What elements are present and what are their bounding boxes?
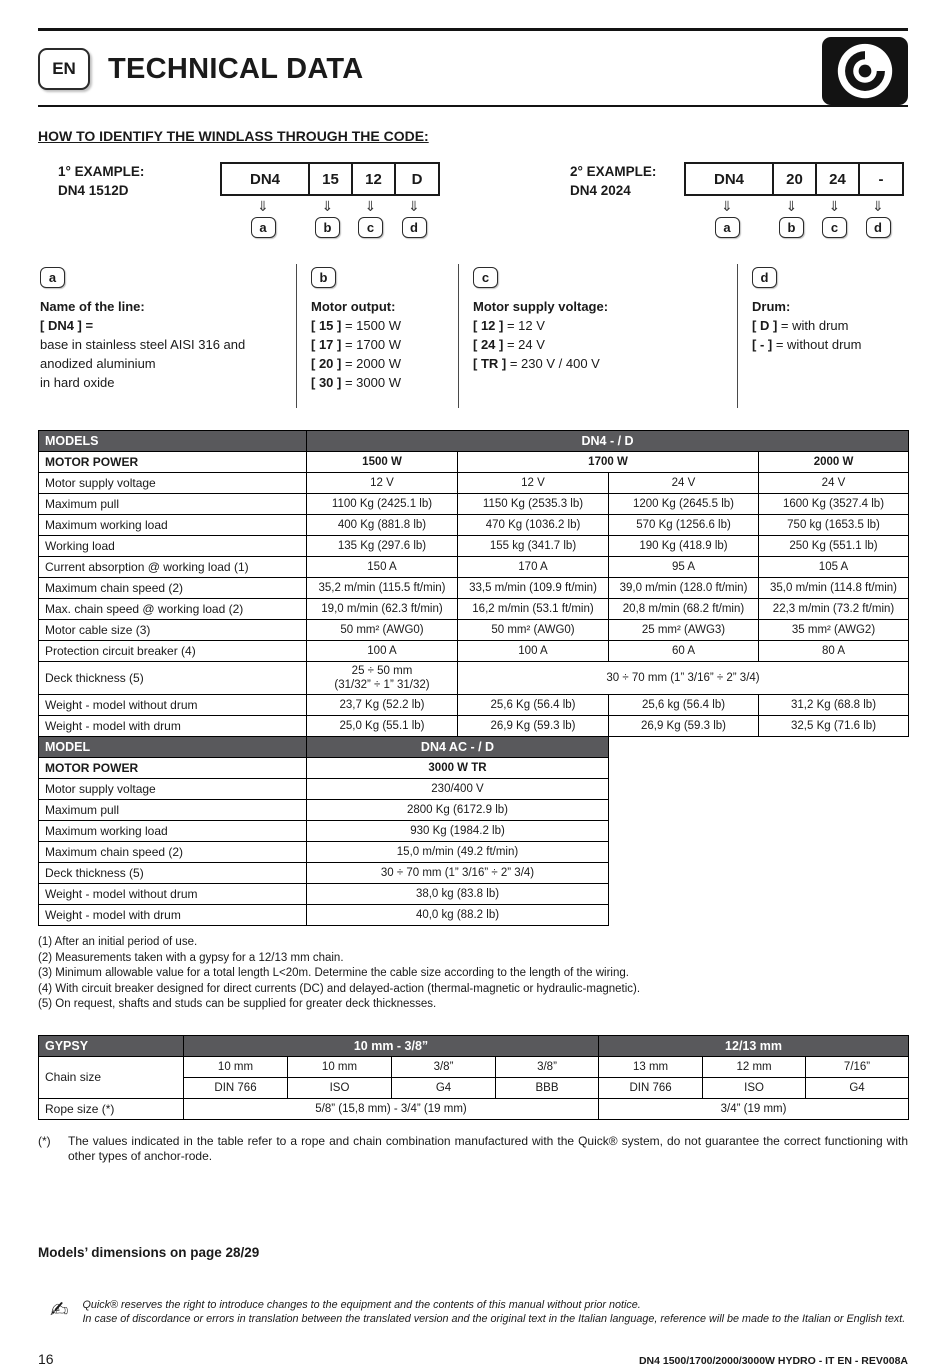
table-row <box>39 620 909 641</box>
example-1-code: DN4 1512D <box>58 183 129 198</box>
letter-badge-a: a <box>715 217 740 238</box>
chain-size: 13 mm <box>599 1056 703 1077</box>
row-value: 1600 Kg (3527.4 lb) <box>759 494 909 515</box>
chain-size: 3/8” <box>392 1056 496 1077</box>
legend-code: [ 30 ] <box>311 375 342 390</box>
table-row <box>39 863 609 884</box>
row-value: 250 Kg (551.1 lb) <box>759 536 909 557</box>
section-heading: HOW TO IDENTIFY THE WINDLASS THROUGH THE CODE: <box>38 128 429 144</box>
down-arrow-icon: ⇓ <box>321 198 334 214</box>
row-label: Current absorption @ working load (1) <box>39 557 307 578</box>
down-arrow-icon: ⇓ <box>785 198 798 214</box>
legend-value: = 230 V / 400 V <box>509 356 600 371</box>
example-2-code-group <box>684 162 904 238</box>
legend-value: = 2000 W <box>344 356 401 371</box>
gypsy-group-1: 10 mm - 3/8” <box>184 1035 599 1056</box>
letter-badge-c: c <box>358 217 383 238</box>
chain-size: 7/16” <box>806 1056 909 1077</box>
row-label: Motor supply voltage <box>39 473 307 494</box>
down-arrow-icon: ⇓ <box>721 198 733 214</box>
gypsy-group-2: 12/13 mm <box>599 1035 909 1056</box>
table-row <box>39 800 609 821</box>
chain-size: 10 mm <box>288 1056 392 1077</box>
star-note-prefix: (*) <box>38 1133 51 1148</box>
letter-badge-d: d <box>402 217 427 238</box>
legal-note <box>38 1298 908 1327</box>
row-value: 24 V <box>759 473 909 494</box>
legend-value: = 24 V <box>506 337 545 352</box>
row-value: 35,2 m/min (115.5 ft/min) <box>307 578 458 599</box>
row-value: 15,0 m/min (49.2 ft/min) <box>307 842 609 863</box>
row-value: 20,8 m/min (68.2 ft/min) <box>609 599 759 620</box>
row-value: 35,0 m/min (114.8 ft/min) <box>759 578 909 599</box>
row-value: 1200 Kg (2645.5 lb) <box>609 494 759 515</box>
table-row <box>39 557 909 578</box>
table-header-row <box>39 431 909 452</box>
legal-lines <box>82 1298 905 1327</box>
row-label: MOTOR POWER <box>39 452 307 473</box>
row-label: Protection circuit breaker (4) <box>39 641 307 662</box>
table-row <box>39 905 609 926</box>
legend-code: [ D ] <box>752 318 778 333</box>
legend-a-desc: base in stainless steel AISI 316 and <box>40 337 246 352</box>
legend-value: = with drum <box>780 318 849 333</box>
row-value: 24 V <box>609 473 759 494</box>
code-segment: DN4 <box>713 170 744 188</box>
row-label: Deck thickness (5) <box>39 662 307 695</box>
letter-badge-a: a <box>40 267 65 288</box>
row-value: 31,2 Kg (68.8 lb) <box>759 695 909 716</box>
table-header-row <box>39 737 609 758</box>
chain-size-row <box>39 1056 909 1077</box>
legend-column-a <box>38 264 296 408</box>
code-legend <box>38 264 908 408</box>
row-value: 12 V <box>307 473 458 494</box>
row-value: 16,2 m/min (53.1 ft/min) <box>458 599 609 620</box>
table-row <box>39 494 909 515</box>
down-arrow-icon: ⇓ <box>828 198 841 214</box>
example-1-title: 1° EXAMPLE: <box>58 164 145 179</box>
row-value: 33,5 m/min (109.9 ft/min) <box>458 578 609 599</box>
row-value: 470 Kg (1036.2 lb) <box>458 515 609 536</box>
row-value: 30 ÷ 70 mm (1” 3/16” ÷ 2” 3/4) <box>307 863 609 884</box>
row-label: Weight - model with drum <box>39 905 307 926</box>
row-value: 95 A <box>609 557 759 578</box>
legend-value: = 1500 W <box>344 318 401 333</box>
code-key-column <box>856 196 900 238</box>
power-2000: 2000 W <box>759 452 909 473</box>
code-segment: 20 <box>772 164 815 194</box>
table-row <box>39 578 909 599</box>
legend-code: [ 15 ] <box>311 318 342 333</box>
gypsy-header-label: GYPSY <box>39 1035 184 1056</box>
row-label: Weight - model without drum <box>39 695 307 716</box>
header-rule <box>38 105 908 107</box>
legend-code: [ 17 ] <box>311 337 342 352</box>
code-key-column <box>306 196 349 238</box>
row-value: 100 A <box>458 641 609 662</box>
code-segment: DN4 <box>249 170 280 188</box>
row-value: 25,6 Kg (56.4 lb) <box>458 695 609 716</box>
row-value: 25 mm² (AWG3) <box>609 620 759 641</box>
row-label: Weight - model with drum <box>39 716 307 737</box>
row-value: 22,3 m/min (73.2 ft/min) <box>759 599 909 620</box>
letter-badge-c: c <box>822 217 847 238</box>
row-value: 1100 Kg (2425.1 lb) <box>307 494 458 515</box>
row-label: Weight - model without drum <box>39 884 307 905</box>
letter-badge-c: c <box>473 267 498 288</box>
legend-column-d <box>737 264 908 408</box>
legend-d-title: Drum: <box>752 299 791 314</box>
table-row <box>39 842 609 863</box>
legal-line: Quick® reserves the right to introduce changes to the equipment and the contents of this manual without prior notice. <box>82 1298 641 1311</box>
chain-standard: G4 <box>806 1077 909 1098</box>
row-value: 80 A <box>759 641 909 662</box>
row-value: 230/400 V <box>307 779 609 800</box>
legend-a-desc: anodized aluminium <box>40 356 156 371</box>
example-2-label <box>570 162 672 200</box>
letter-badge-a: a <box>251 217 276 238</box>
table-row <box>39 695 909 716</box>
chain-standard: G4 <box>392 1077 496 1098</box>
row-value: 1150 Kg (2535.3 lb) <box>458 494 609 515</box>
row-label: Maximum chain speed (2) <box>39 578 307 599</box>
row-label: Maximum pull <box>39 494 307 515</box>
dimensions-note: Models’ dimensions on page 28/29 <box>38 1244 260 1260</box>
row-value: 2800 Kg (6172.9 lb) <box>307 800 609 821</box>
row-label: Deck thickness (5) <box>39 863 307 884</box>
legend-value: = 3000 W <box>344 375 401 390</box>
table-row <box>39 515 909 536</box>
row-value: 400 Kg (881.8 lb) <box>307 515 458 536</box>
page-header <box>38 28 908 107</box>
page-title: TECHNICAL DATA <box>108 52 364 85</box>
code-key-column <box>813 196 856 238</box>
row-value: 170 A <box>458 557 609 578</box>
code-key-column <box>392 196 436 238</box>
code-under-row <box>684 196 904 238</box>
motor-power-row <box>39 452 909 473</box>
chain-standard: ISO <box>703 1077 806 1098</box>
row-label: Max. chain speed @ working load (2) <box>39 599 307 620</box>
table-row <box>39 884 609 905</box>
quick-logo-icon <box>836 42 894 100</box>
down-arrow-icon: ⇓ <box>408 198 420 214</box>
example-2-code: DN4 2024 <box>570 183 631 198</box>
code-key-column <box>349 196 392 238</box>
row-label: Maximum working load <box>39 515 307 536</box>
legend-a-title: Name of the line: <box>40 299 145 314</box>
row-value: 60 A <box>609 641 759 662</box>
deck-range-line1: 25 ÷ 50 mm <box>351 664 413 677</box>
footnote: (5) On request, shafts and studs can be supplied for greater deck thicknesses. <box>38 998 437 1010</box>
chain-size: 10 mm <box>184 1056 288 1077</box>
code-examples <box>38 162 908 238</box>
code-box <box>684 162 904 196</box>
rope-size-group-2: 3/4” (19 mm) <box>599 1098 909 1119</box>
ac-model-table <box>38 736 609 926</box>
ac-header-value: DN4 AC - / D <box>307 737 609 758</box>
footnote: (4) With circuit breaker designed for direct currents (DC) and delayed-action (thermal-magnetic or hydraulic-magnetic). <box>38 982 641 995</box>
legend-b-title: Motor output: <box>311 299 396 314</box>
letter-badge-d: d <box>866 217 891 238</box>
row-label: Chain size <box>39 1056 184 1098</box>
motor-power-row <box>39 758 609 779</box>
row-label: Working load <box>39 536 307 557</box>
row-label: Motor cable size (3) <box>39 620 307 641</box>
manual-page <box>38 0 908 1367</box>
down-arrow-icon: ⇓ <box>257 198 269 214</box>
row-value: 930 Kg (1984.2 lb) <box>307 821 609 842</box>
row-value: 25,6 kg (56.4 lb) <box>609 695 759 716</box>
row-value: 190 Kg (418.9 lb) <box>609 536 759 557</box>
row-value: 40,0 kg (88.2 lb) <box>307 905 609 926</box>
row-value: 50 mm² (AWG0) <box>307 620 458 641</box>
rope-size-row <box>39 1098 909 1119</box>
deck-range-line2: (31/32” ÷ 1” 31/32) <box>334 679 430 691</box>
row-value: 32,5 Kg (71.6 lb) <box>759 716 909 737</box>
table-row <box>39 716 909 737</box>
table-row <box>39 599 909 620</box>
row-value: 100 A <box>307 641 458 662</box>
row-value: 38,0 kg (83.8 lb) <box>307 884 609 905</box>
table-footnotes <box>38 935 908 1013</box>
row-label: Maximum working load <box>39 821 307 842</box>
chain-standard: DIN 766 <box>184 1077 288 1098</box>
code-key-column <box>684 196 770 238</box>
legend-value: = 1700 W <box>344 337 401 352</box>
deck-range-small <box>307 662 458 695</box>
legend-code: [ 24 ] <box>473 337 504 352</box>
chain-standard: DIN 766 <box>599 1077 703 1098</box>
table-row <box>39 821 609 842</box>
example-2-title: 2° EXAMPLE: <box>570 164 657 179</box>
footnote: (1) After an initial period of use. <box>38 936 198 948</box>
legend-code: [ - ] <box>752 337 773 352</box>
star-note-text: The values indicated in the table refer to a rope and chain combination manufactured with the Quick® system, do not guarantee the correct functioning with other types of anchor-rode. <box>68 1133 908 1163</box>
row-value: 25,0 Kg (55.1 lb) <box>307 716 458 737</box>
chain-standard: ISO <box>288 1077 392 1098</box>
down-arrow-icon: ⇓ <box>364 198 377 214</box>
models-table <box>38 430 909 737</box>
letter-badge-b: b <box>315 217 340 238</box>
page-number: 16 <box>38 1350 54 1367</box>
row-value: 135 Kg (297.6 lb) <box>307 536 458 557</box>
row-value: 12 V <box>458 473 609 494</box>
row-value: 570 Kg (1256.6 lb) <box>609 515 759 536</box>
row-value: 19,0 m/min (62.3 ft/min) <box>307 599 458 620</box>
legend-code: [ 20 ] <box>311 356 342 371</box>
footnote: (3) Minimum allowable value for a total length L<20m. Determine the cable size according to the length of the wiring. <box>38 967 629 979</box>
row-value: 26,9 Kg (59.3 lb) <box>458 716 609 737</box>
legend-value: = 12 V <box>506 318 545 333</box>
models-header-value: DN4 - / D <box>307 431 909 452</box>
code-key-column <box>220 196 306 238</box>
deck-range-large: 30 ÷ 70 mm (1” 3/16” ÷ 2” 3/4) <box>458 662 909 695</box>
legend-column-b <box>296 264 458 408</box>
chain-standard: BBB <box>496 1077 599 1098</box>
row-label: Motor supply voltage <box>39 779 307 800</box>
header-row <box>38 31 908 105</box>
footnote: (2) Measurements taken with a gypsy for a 12/13 mm chain. <box>38 951 344 964</box>
code-key-column <box>770 196 813 238</box>
row-label: Maximum pull <box>39 800 307 821</box>
power-1500: 1500 W <box>307 452 458 473</box>
code-segment: - <box>858 164 902 194</box>
row-value: 155 kg (341.7 lb) <box>458 536 609 557</box>
table-header-row <box>39 1035 909 1056</box>
table-row <box>39 779 609 800</box>
models-header-label: MODELS <box>39 431 307 452</box>
row-label: Maximum chain speed (2) <box>39 842 307 863</box>
row-value: 150 A <box>307 557 458 578</box>
page-footer <box>38 1351 908 1367</box>
star-note <box>38 1134 908 1165</box>
writing-hand-icon: ✍ <box>50 1296 69 1322</box>
deck-thickness-row <box>39 662 909 695</box>
row-label: Rope size (*) <box>39 1098 184 1119</box>
row-value: 50 mm² (AWG0) <box>458 620 609 641</box>
example-1-code-group <box>220 162 440 238</box>
legend-a-desc: in hard oxide <box>40 375 115 390</box>
legend-code: [ TR ] <box>473 356 507 371</box>
ac-header-label: MODEL <box>39 737 307 758</box>
row-value: 3000 W TR <box>307 758 609 779</box>
code-box <box>220 162 440 196</box>
row-value: 35 mm² (AWG2) <box>759 620 909 641</box>
row-value: 105 A <box>759 557 909 578</box>
legend-value: = without drum <box>775 337 862 352</box>
down-arrow-icon: ⇓ <box>872 198 884 214</box>
code-segment: 24 <box>815 164 858 194</box>
letter-badge-b: b <box>779 217 804 238</box>
doc-reference: DN4 1500/1700/2000/3000W HYDRO - IT EN - REV008A <box>638 1354 908 1367</box>
legend-c-title: Motor supply voltage: <box>473 299 609 314</box>
row-value: 23,7 Kg (52.2 lb) <box>307 695 458 716</box>
row-value: 750 kg (1653.5 lb) <box>759 515 909 536</box>
letter-badge-d: d <box>752 267 777 288</box>
code-segment: 15 <box>308 164 351 194</box>
letter-badge-b: b <box>311 267 336 288</box>
chain-size: 12 mm <box>703 1056 806 1077</box>
row-value: 26,9 Kg (59.3 lb) <box>609 716 759 737</box>
power-1700: 1700 W <box>458 452 759 473</box>
row-label: MOTOR POWER <box>39 758 307 779</box>
language-badge: EN <box>38 48 90 90</box>
code-segment: D <box>394 164 438 194</box>
legal-line: In case of discordance or errors in translation between the translated version and the original text in the Italian language, reference will be made to the Italian or English text. <box>82 1313 906 1325</box>
code-under-row <box>220 196 440 238</box>
legend-a-code: [ DN4 ] = <box>40 318 94 333</box>
table-row <box>39 536 909 557</box>
legend-column-c <box>458 264 737 408</box>
chain-size: 3/8” <box>496 1056 599 1077</box>
table-row <box>39 641 909 662</box>
rope-size-group-1: 5/8” (15,8 mm) - 3/4” (19 mm) <box>184 1098 599 1119</box>
table-row <box>39 473 909 494</box>
legend-code: [ 12 ] <box>473 318 504 333</box>
code-segment: 12 <box>351 164 394 194</box>
gypsy-table <box>38 1035 909 1120</box>
example-1-label <box>58 162 200 200</box>
row-value: 39,0 m/min (128.0 ft/min) <box>609 578 759 599</box>
brand-logo <box>822 37 908 105</box>
